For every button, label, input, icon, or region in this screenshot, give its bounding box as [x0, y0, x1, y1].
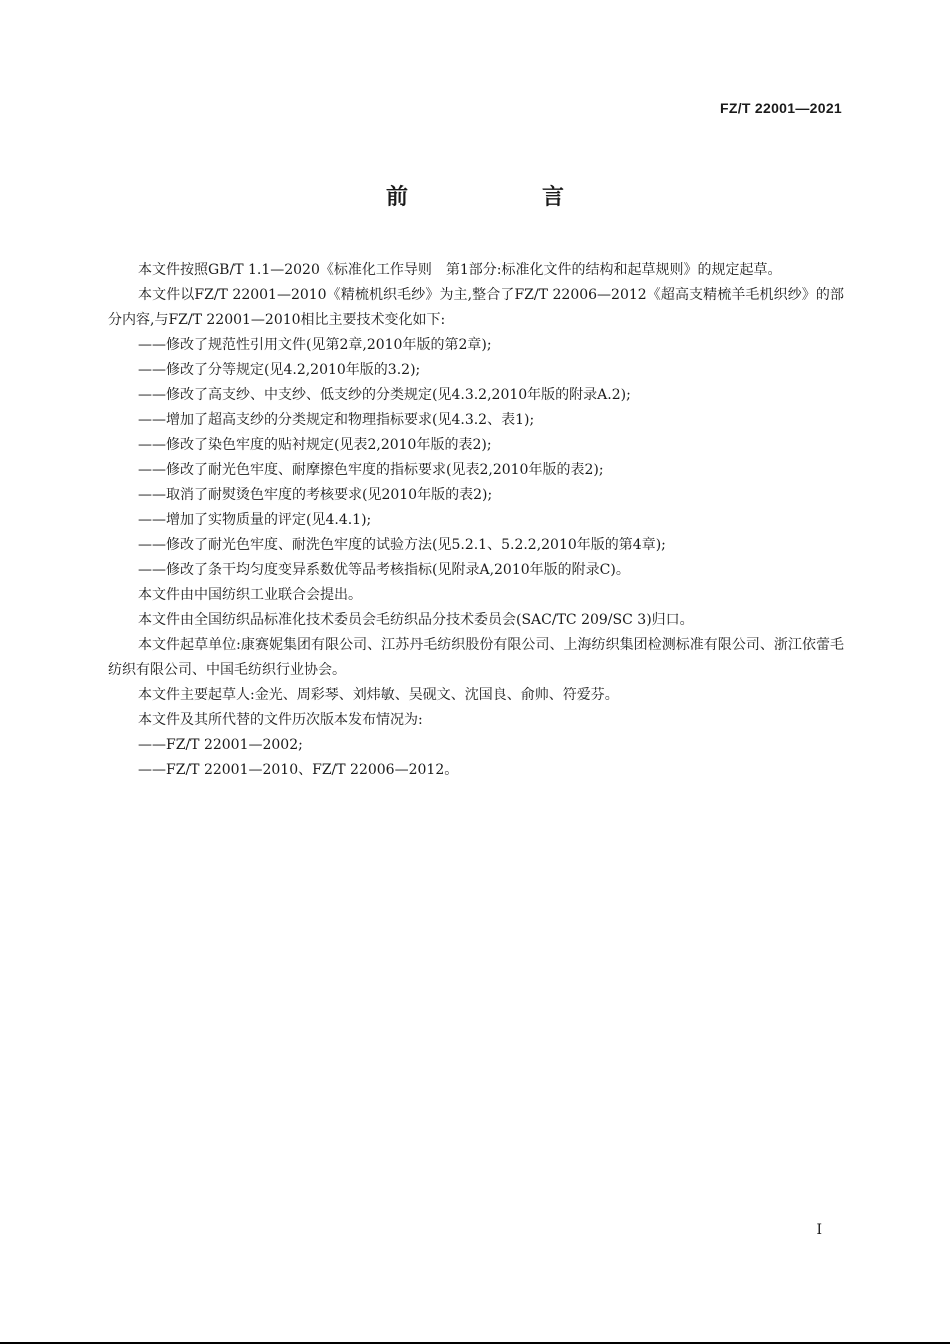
list-item: ——修改了高支纱、中支纱、低支纱的分类规定(见4.3.2,2010年版的附录A.2); [138, 387, 631, 403]
list-item: ——取消了耐熨烫色牢度的考核要求(见2010年版的表2); [138, 487, 493, 503]
document-number: FZ/T 22001—2021 [719, 100, 842, 116]
changes-list [108, 333, 844, 583]
page-number: I [816, 1222, 822, 1238]
list-item: ——FZ/T 22001—2002; [138, 737, 303, 753]
foreword-body [108, 258, 844, 783]
paragraph-drafting-units: 本文件起草单位:康赛妮集团有限公司、江苏丹毛纺织股份有限公司、上海纺织集团检测标准有限公司、浙江依蕾毛纺织有限公司、中国毛纺织行业协会。 [108, 637, 844, 678]
paragraph-drafting-rules: 本文件按照GB/T 1.1—2020《标准化工作导则 第1部分:标准化文件的结构和起草规则》的规定起草。 [138, 262, 782, 278]
paragraph-drafters: 本文件主要起草人:金光、周彩琴、刘炜敏、吴砚文、沈国良、俞帅、符爱芬。 [138, 687, 619, 703]
list-item: ——修改了耐光色牢度、耐摩擦色牢度的指标要求(见表2,2010年版的表2); [138, 462, 604, 478]
paragraph-version-history: 本文件及其所代替的文件历次版本发布情况为: [138, 712, 423, 728]
history-list [108, 733, 844, 783]
list-item: ——增加了实物质量的评定(见4.4.1); [138, 512, 372, 528]
paragraph-technical-committee: 本文件由全国纺织品标准化技术委员会毛纺织品分技术委员会(SAC/TC 209/SC 3)归口。 [138, 612, 694, 628]
list-item: ——修改了分等规定(见4.2,2010年版的3.2); [138, 362, 421, 378]
paragraph-integration: 本文件以FZ/T 22001—2010《精梳机织毛纱》为主,整合了FZ/T 22006—2012《超高支精梳羊毛机织纱》的部分内容,与FZ/T 22001—2010相比主要技术变化如下: [108, 287, 844, 328]
list-item: ——修改了规范性引用文件(见第2章,2010年版的第2章); [138, 337, 492, 353]
page-title: 前 言 [385, 185, 620, 210]
list-item: ——增加了超高支纱的分类规定和物理指标要求(见4.3.2、表1); [138, 412, 535, 428]
list-item: ——修改了条干均匀度变异系数优等品考核指标(见附录A,2010年版的附录C)。 [138, 562, 630, 578]
list-item: ——修改了耐光色牢度、耐洗色牢度的试验方法(见5.2.1、5.2.2,2010年版的第4章); [138, 537, 666, 553]
list-item: ——修改了染色牢度的贴衬规定(见表2,2010年版的表2); [138, 437, 492, 453]
list-item: ——FZ/T 22001—2010、FZ/T 22006—2012。 [138, 762, 459, 778]
paragraph-proposer: 本文件由中国纺织工业联合会提出。 [138, 587, 362, 603]
